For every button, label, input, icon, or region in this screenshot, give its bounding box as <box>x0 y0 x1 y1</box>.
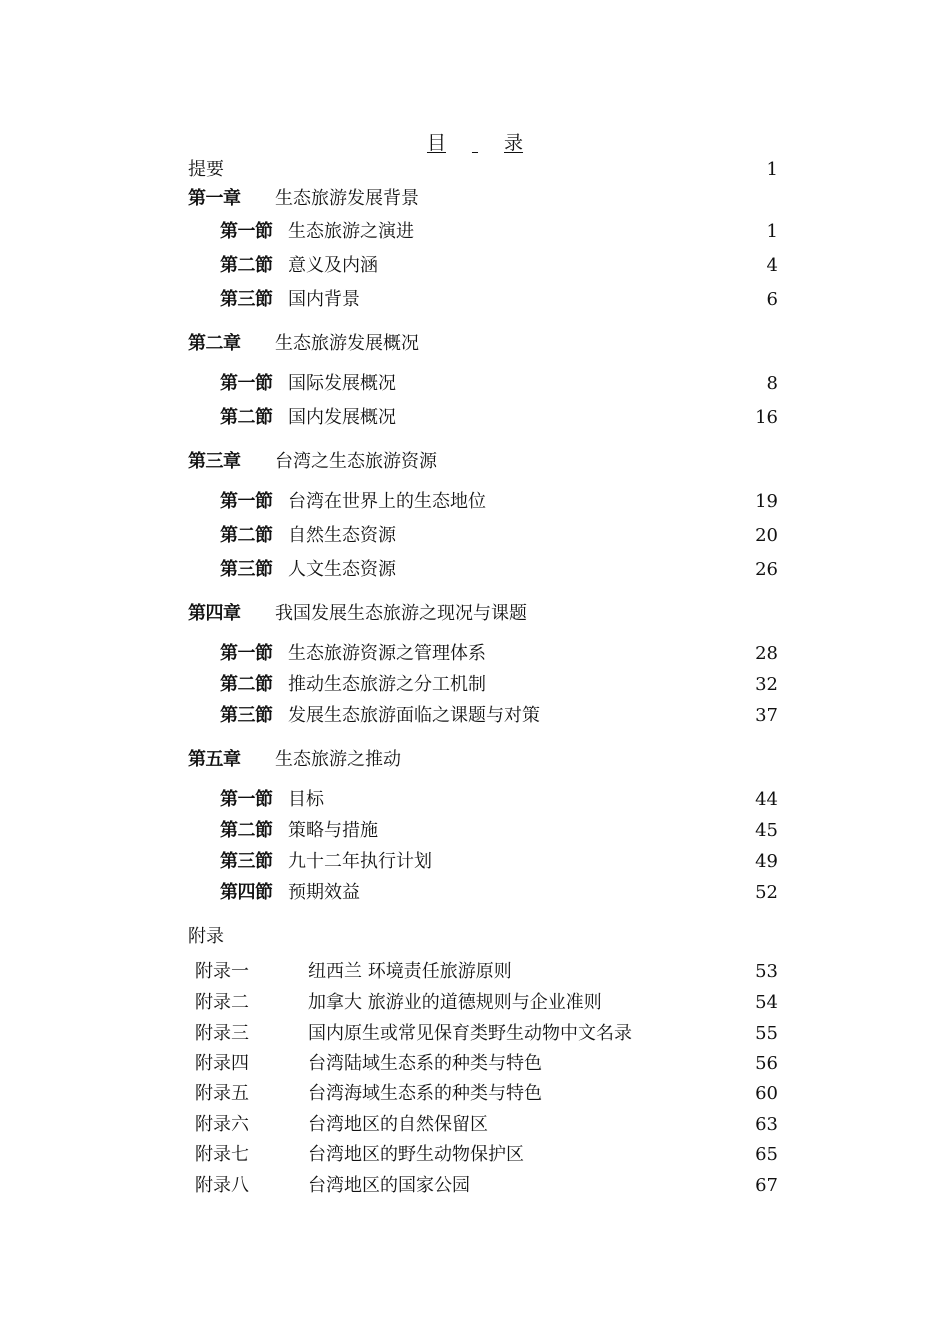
toc-section[interactable] <box>188 218 778 246</box>
toc-section[interactable] <box>188 786 778 814</box>
section-label: 第四節 <box>220 882 273 903</box>
section-title: 目标 <box>288 789 324 810</box>
section-label: 第一節 <box>220 789 273 810</box>
appendix-title: 纽西兰 环境责任旅游原则 <box>308 961 512 982</box>
toc-section[interactable] <box>188 370 778 398</box>
section-title: 预期效益 <box>288 882 360 903</box>
chapter-label: 第一章 <box>188 188 241 209</box>
entry-page-number: 52 <box>755 882 778 903</box>
section-label: 第二節 <box>220 255 273 276</box>
section-label: 第三節 <box>220 705 273 726</box>
section-title: 意义及内涵 <box>288 255 378 276</box>
section-label: 第一節 <box>220 643 273 664</box>
section-title: 生态旅游资源之管理体系 <box>288 643 486 664</box>
entry-label: 提要 <box>188 159 224 180</box>
appendix-label: 附录六 <box>195 1114 249 1135</box>
toc-entry-abstract[interactable] <box>188 156 778 184</box>
appendix-title: 加拿大 旅游业的道德规则与企业准则 <box>308 992 602 1013</box>
toc-section[interactable] <box>188 252 778 280</box>
toc-section[interactable] <box>188 640 778 668</box>
chapter-label: 第四章 <box>188 603 241 624</box>
toc-chapter-3[interactable] <box>188 448 778 476</box>
entry-page-number: 37 <box>755 705 778 726</box>
toc-appendix-item[interactable] <box>188 989 778 1017</box>
appendix-label: 附录五 <box>195 1083 249 1104</box>
entry-page-number: 19 <box>755 491 778 512</box>
entry-page-number: 28 <box>755 643 778 664</box>
toc-section[interactable] <box>188 702 778 730</box>
toc-section[interactable] <box>188 488 778 516</box>
entry-page-number: 1 <box>766 221 778 242</box>
section-title: 台湾在世界上的生态地位 <box>288 491 486 512</box>
section-label: 第一節 <box>220 221 273 242</box>
toc-chapter-5[interactable] <box>188 746 778 774</box>
section-label: 第一節 <box>220 373 273 394</box>
chapter-title: 台湾之生态旅游资源 <box>275 451 437 472</box>
appendix-title: 台湾陆域生态系的种类与特色 <box>308 1053 542 1074</box>
entry-page-number: 49 <box>755 851 778 872</box>
section-label: 第二節 <box>220 525 273 546</box>
chapter-title: 我国发展生态旅游之现况与课题 <box>275 603 527 624</box>
toc-section[interactable] <box>188 556 778 584</box>
section-label: 第三節 <box>220 851 273 872</box>
toc-appendix-item[interactable] <box>188 1141 778 1169</box>
toc-section[interactable] <box>188 404 778 432</box>
toc-section[interactable] <box>188 848 778 876</box>
section-label: 第二節 <box>220 674 273 695</box>
toc-appendix-item[interactable] <box>188 1020 778 1048</box>
appendix-label: 附录四 <box>195 1053 249 1074</box>
section-title: 人文生态资源 <box>288 559 396 580</box>
section-title: 生态旅游之演进 <box>288 221 414 242</box>
appendix-title: 台湾地区的自然保留区 <box>308 1114 488 1135</box>
entry-page-number: 8 <box>766 373 778 394</box>
chapter-title: 生态旅游之推动 <box>275 749 401 770</box>
section-title: 九十二年执行计划 <box>288 851 432 872</box>
toc-title <box>0 128 950 155</box>
toc-section[interactable] <box>188 879 778 907</box>
section-title: 国内背景 <box>288 289 360 310</box>
appendix-label: 附录三 <box>195 1023 249 1044</box>
appendix-label: 附录一 <box>195 961 249 982</box>
entry-page-number: 26 <box>755 559 778 580</box>
toc-chapter-2[interactable] <box>188 330 778 358</box>
entry-page-number: 32 <box>755 674 778 695</box>
toc-appendix-item[interactable] <box>188 1172 778 1200</box>
appendix-title: 台湾地区的国家公园 <box>308 1175 470 1196</box>
toc-appendix-item[interactable] <box>188 1050 778 1078</box>
toc-appendix-item[interactable] <box>188 1111 778 1139</box>
entry-page-number: 20 <box>755 525 778 546</box>
appendix-title: 国内原生或常见保育类野生动物中文名录 <box>308 1023 632 1044</box>
appendix-title: 台湾地区的野生动物保护区 <box>308 1144 524 1165</box>
entry-page-number: 44 <box>755 789 778 810</box>
entry-page-number: 67 <box>755 1175 778 1196</box>
entry-page-number: 63 <box>755 1114 778 1135</box>
section-title: 自然生态资源 <box>288 525 396 546</box>
section-label: 第一節 <box>220 491 273 512</box>
entry-page-number: 53 <box>755 961 778 982</box>
chapter-label: 第三章 <box>188 451 241 472</box>
section-title: 发展生态旅游面临之课题与对策 <box>288 705 540 726</box>
entry-page-number: 45 <box>755 820 778 841</box>
section-label: 第三節 <box>220 289 273 310</box>
entry-page-number: 56 <box>755 1053 778 1074</box>
appendix-label: 附录二 <box>195 992 249 1013</box>
toc-appendix-item[interactable] <box>188 958 778 986</box>
appendix-label: 附录七 <box>195 1144 249 1165</box>
chapter-label: 第五章 <box>188 749 241 770</box>
entry-page-number: 65 <box>755 1144 778 1165</box>
toc-chapter-4[interactable] <box>188 600 778 628</box>
chapter-title: 生态旅游发展背景 <box>275 188 419 209</box>
entry-page-number: 60 <box>755 1083 778 1104</box>
entry-page-number: 55 <box>755 1023 778 1044</box>
entry-page-number: 6 <box>766 289 778 310</box>
section-title: 推动生态旅游之分工机制 <box>288 674 486 695</box>
section-label: 第三節 <box>220 559 273 580</box>
toc-title-left: 目 <box>426 132 446 154</box>
section-label: 第二節 <box>220 820 273 841</box>
toc-title-right: 录 <box>504 132 524 154</box>
chapter-label: 第二章 <box>188 333 241 354</box>
entry-page-number: 54 <box>755 992 778 1013</box>
chapter-title: 生态旅游发展概况 <box>275 333 419 354</box>
toc-section[interactable] <box>188 286 778 314</box>
toc-section[interactable] <box>188 817 778 845</box>
appendix-label: 附录八 <box>195 1175 249 1196</box>
section-label: 第二節 <box>220 407 273 428</box>
section-title: 国际发展概况 <box>288 373 396 394</box>
toc-section[interactable] <box>188 522 778 550</box>
section-title: 策略与措施 <box>288 820 378 841</box>
toc-chapter-1[interactable] <box>188 185 778 213</box>
appendix-title: 台湾海域生态系的种类与特色 <box>308 1083 542 1104</box>
entry-page-number: 4 <box>766 255 778 276</box>
toc-appendix-heading <box>188 923 778 951</box>
entry-page-number: 16 <box>755 407 778 428</box>
appendix-heading: 附录 <box>188 926 224 947</box>
toc-title-gap <box>446 132 504 154</box>
toc-section[interactable] <box>188 671 778 699</box>
entry-page-number: 1 <box>766 159 778 180</box>
toc-appendix-item[interactable] <box>188 1080 778 1108</box>
section-title: 国内发展概况 <box>288 407 396 428</box>
